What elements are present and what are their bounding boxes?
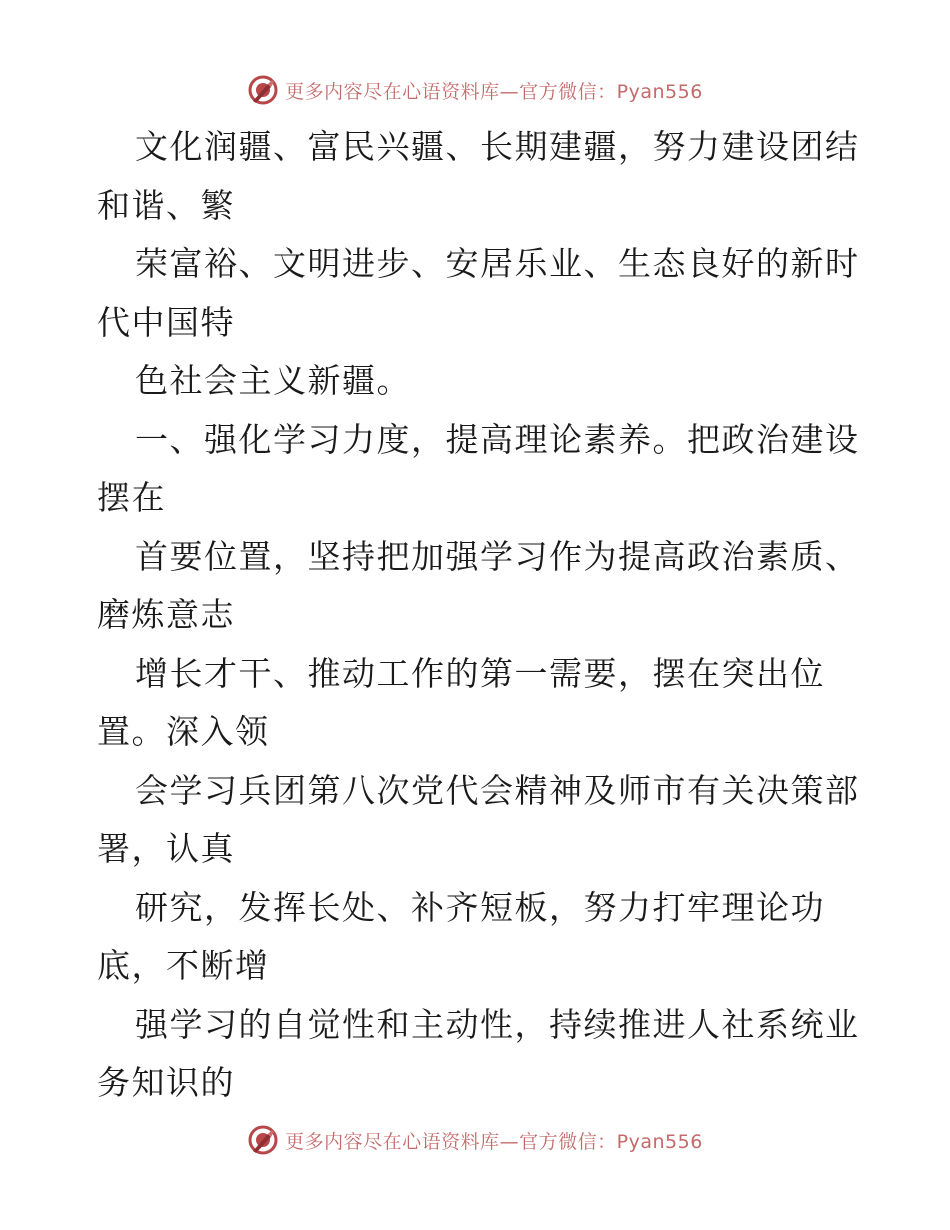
document-body bbox=[97, 118, 860, 1113]
body-text-line: 代中国特 bbox=[97, 302, 235, 342]
body-text-line: 一、强化学习力度，提高理论素养。把政治建设 bbox=[135, 419, 860, 459]
watermark-header bbox=[0, 70, 950, 110]
body-text-line: 研究，发挥长处、补齐短板，努力打牢理论功 bbox=[135, 887, 825, 927]
body-text-line: 强学习的自觉性和主动性，持续推进人社系统业 bbox=[135, 1004, 860, 1044]
body-text-line: 和谐、繁 bbox=[97, 185, 235, 225]
body-text-line: 色社会主义新疆。 bbox=[135, 361, 411, 400]
body-text-line: 底，不断增 bbox=[97, 946, 270, 985]
body-text-line: 首要位置，坚持把加强学习作为提高政治素质、 bbox=[135, 536, 860, 576]
watermark-footer bbox=[0, 1120, 950, 1160]
body-text-line: 文化润疆、富民兴疆、长期建疆，努力建设团结 bbox=[135, 127, 860, 166]
body-text-line: 置。深入领 bbox=[97, 712, 270, 751]
body-text-line: 务知识的 bbox=[97, 1063, 235, 1102]
body-text-line: 会学习兵团第八次党代会精神及师市有关决策部 bbox=[135, 770, 860, 810]
watermark-text: 更多内容尽在心语资料库—官方微信：Pyan556 bbox=[285, 1130, 703, 1153]
pen-seal-logo-icon bbox=[247, 74, 279, 106]
body-text-line: 摆在 bbox=[97, 478, 166, 517]
body-text-line: 增长才干、推动工作的第一需要，摆在突出位 bbox=[135, 653, 825, 693]
watermark-text: 更多内容尽在心语资料库—官方微信：Pyan556 bbox=[285, 80, 703, 103]
pen-seal-logo-icon bbox=[247, 1124, 279, 1156]
body-text-line: 磨炼意志 bbox=[97, 595, 235, 634]
body-text-line: 荣富裕、文明进步、安居乐业、生态良好的新时 bbox=[135, 244, 860, 283]
body-text-line: 署，认真 bbox=[97, 829, 235, 868]
